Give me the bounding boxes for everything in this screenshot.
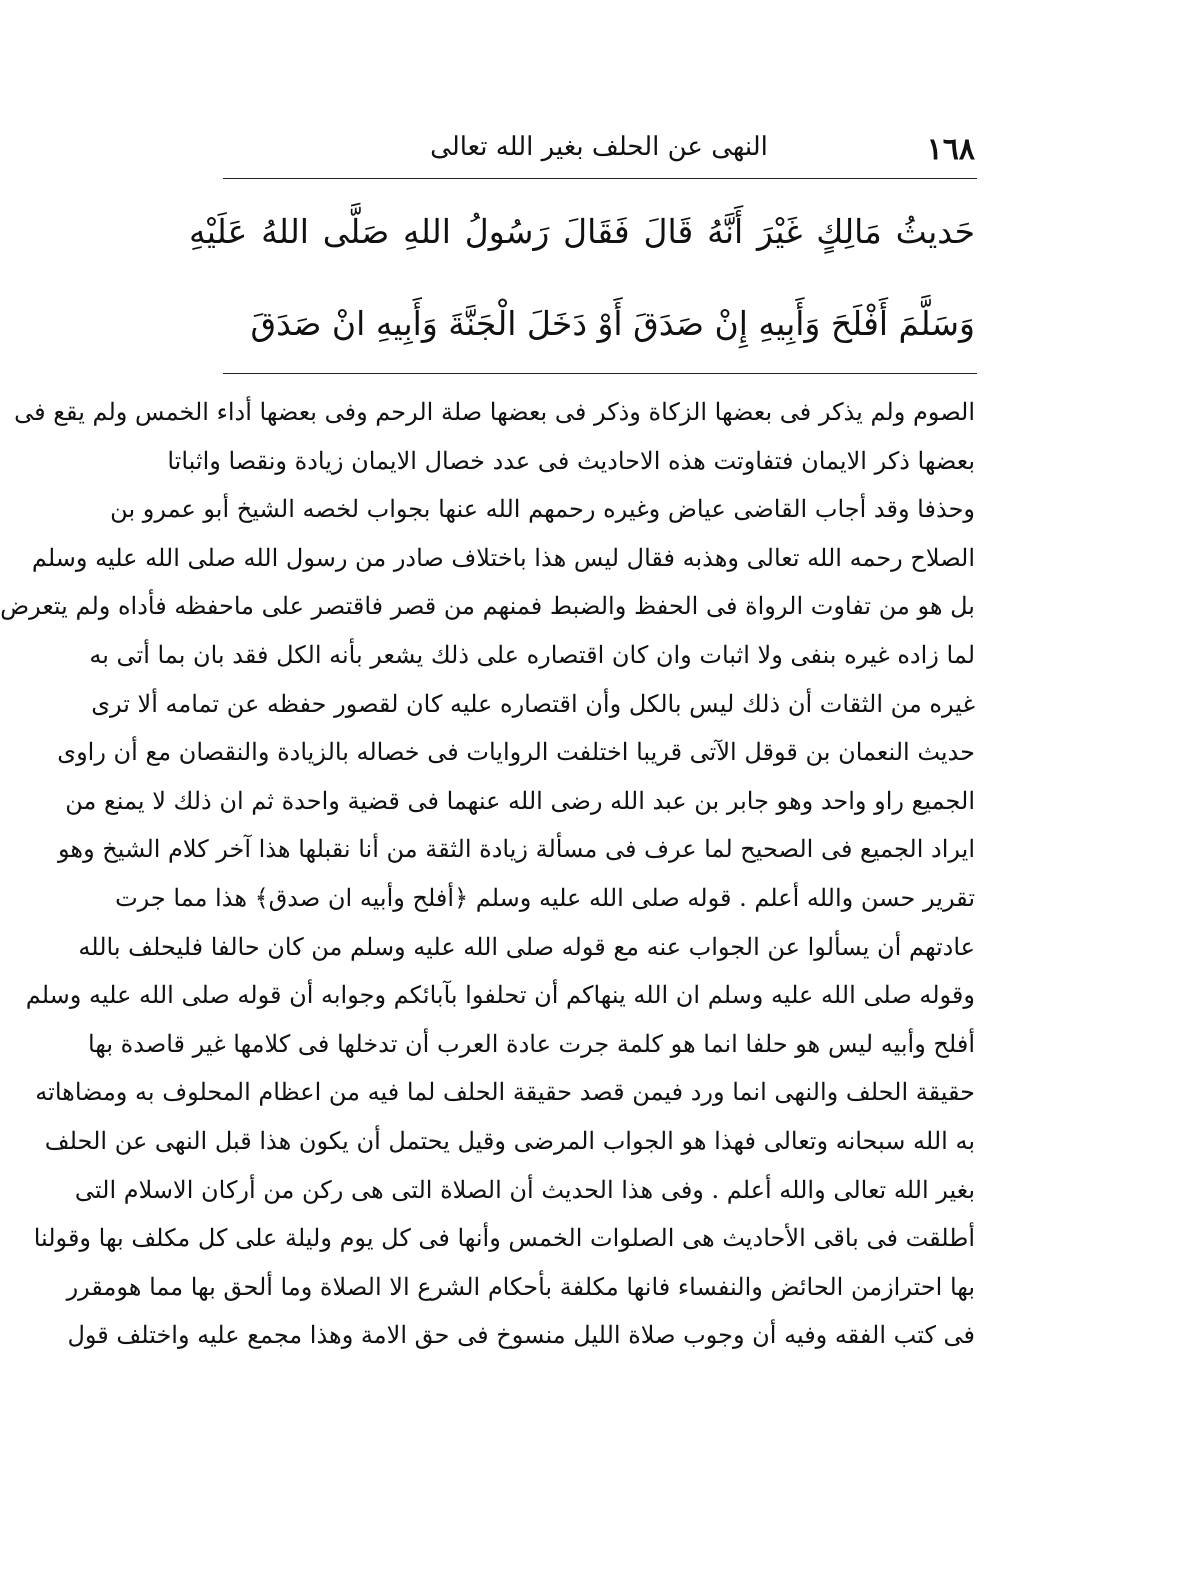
commentary-line: بها احترازمن الحائض والنفساء فانها مكلفة بأحكام الشرع الا الصلاة وما ألحق بها مما هومقرر	[66, 1272, 975, 1301]
commentary-line: الصلاح رحمه الله تعالى وهذبه فقال ليس هذا باختلاف صادر من رسول الله صلى الله عليه وسلم	[31, 543, 975, 572]
commentary-line: أفلح وأبيه ليس هو حلفا انما هو كلمة جرت عادة العرب أن تدخلها فى كلامها غير قاصدة بها	[87, 1029, 975, 1058]
commentary-line: وحذفا وقد أجاب القاضى عياض وغيره رحمهم الله عنها بجواب لخصه الشيخ أبو عمرو بن	[110, 495, 975, 524]
commentary-line: بعضها ذكر الايمان فتفاوتت هذه الاحاديث فى عدد خصال الايمان زيادة ونقصا واثباتا	[167, 446, 975, 475]
running-header	[223, 128, 975, 174]
commentary-line: حقيقة الحلف والنهى انما ورد فيمن قصد حقيقة الحلف لما فيه من اعظام المحلوف به ومضاهاته	[35, 1078, 975, 1107]
commentary-line: غيره من الثقات أن ذلك ليس بالكل وأن اقتصاره عليه كان لقصور حفظه عن تمامه ألا ترى	[91, 689, 975, 718]
commentary-line: وقوله صلى الله عليه وسلم ان الله ينهاكم أن تحلفوا بآبائكم وجوابه أن قوله صلى الله عليه وسلم	[25, 981, 975, 1010]
hadith-text-block	[189, 186, 975, 370]
commentary-line: به الله سبحانه وتعالى فهذا هو الجواب المرضى وقيل يحتمل أن يكون هذا قبل النهى عن الحلف	[44, 1126, 975, 1155]
commentary-line: حديث النعمان بن قوقل الآتى قريبا اختلفت الروايات فى خصاله بالزيادة والنقصان مع أن راوى	[57, 738, 975, 767]
commentary-block	[0, 388, 975, 1360]
commentary-line: أطلقت فى باقى الأحاديث هى الصلوات الخمس وأنها فى كل يوم وليلة على كل مكلف بها وقولنا	[33, 1224, 975, 1253]
section-divider	[223, 373, 977, 374]
running-title: النهى عن الحلف بغير الله تعالى	[430, 132, 768, 162]
commentary-line: فى كتب الفقه وفيه أن وجوب صلاة الليل منسوخ فى حق الامة وهذا مجمع عليه واختلف قول	[67, 1321, 975, 1350]
commentary-line: الصوم ولم يذكر فى بعضها الزكاة وذكر فى بعضها صلة الرحم وفى بعضها أداء الخمس ولم يقع فى	[14, 398, 975, 426]
header-divider	[223, 178, 977, 179]
commentary-line: لما زاده غيره بنفى ولا اثبات وان كان اقتصاره على ذلك يشعر بأنه الكل فقد بان بما أتى به	[89, 640, 975, 669]
page-number: ١٦٨	[926, 132, 975, 167]
commentary-line: ايراد الجميع فى الصحيح لما عرف فى مسألة زيادة الثقة من أنا نقبلها هذا آخر كلام الشيخ وهو	[58, 835, 975, 864]
hadith-text: حَديثُ مَالِكٍ غَيْرَ أَنَّهُ قَالَ فَقَالَ رَسُولُ اللهِ صَلَّى اللهُ عَلَيْهِ وَسَلَّمَ أَفْلَحَ وَأَبِيهِ إِنْ صَدَقَ أَوْ دَخَلَ الْجَنَّةَ وَأَبِيهِ انْ صَدَقَ	[189, 212, 975, 343]
commentary-line: بغير الله تعالى والله أعلم . وفى هذا الحديث أن الصلاة التى هى ركن من أركان الاسلام التى	[74, 1175, 975, 1204]
commentary-line: تقرير حسن والله أعلم . قوله صلى الله عليه وسلم ﴿أفلح وأبيه ان صدق﴾ هذا مما جرت	[115, 883, 975, 912]
commentary-line: بل هو من تفاوت الرواة فى الحفظ والضبط فمنهم من قصر فاقتصر على ماحفظه فأداه ولم يتعرض	[0, 592, 975, 621]
commentary-line: الجميع راو واحد وهو جابر بن عبد الله رضى الله عنهما فى قضية واحدة ثم ان ذلك لا يمنع من	[65, 786, 975, 815]
commentary-line: عادتهم أن يسألوا عن الجواب عنه مع قوله صلى الله عليه وسلم من كان حالفا فليحلف بالله	[78, 932, 975, 961]
